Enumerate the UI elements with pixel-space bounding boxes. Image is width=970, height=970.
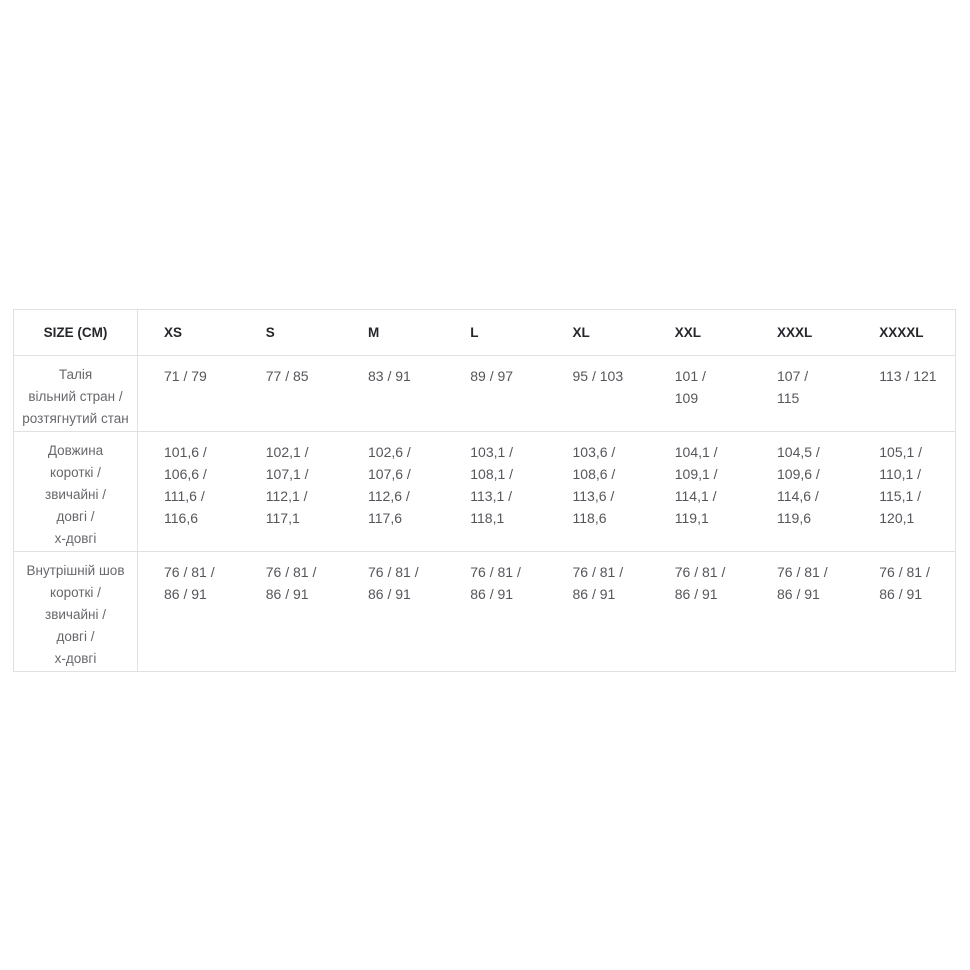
value-line: 113,1 / bbox=[470, 488, 513, 504]
column-header-m: M bbox=[368, 325, 380, 340]
row-label-line: короткі / bbox=[50, 465, 101, 480]
value-line: 77 / 85 bbox=[265, 368, 309, 384]
value-line: 104,1 / bbox=[674, 444, 718, 460]
value-line: 107,1 / bbox=[265, 466, 309, 482]
value-line: 109 bbox=[674, 390, 699, 406]
value-line: 76 / 81 / bbox=[265, 564, 317, 580]
row-label bbox=[14, 552, 138, 672]
value-line: 86 / 91 bbox=[777, 586, 820, 602]
value-line: 118,1 bbox=[470, 510, 505, 526]
table-body bbox=[14, 356, 956, 672]
value-line: 113,6 / bbox=[572, 488, 615, 504]
value-line: 110,1 / bbox=[879, 466, 922, 482]
column-header-xs: XS bbox=[164, 325, 183, 340]
value-line: 86 / 91 bbox=[265, 586, 309, 602]
value-line: 115,1 / bbox=[879, 488, 922, 504]
column-header-xxxl: XXXL bbox=[777, 325, 813, 340]
header-row bbox=[14, 310, 956, 356]
value-line: 111,6 / bbox=[164, 488, 205, 504]
value-line: 76 / 81 / bbox=[470, 564, 521, 580]
table-row bbox=[14, 356, 956, 432]
row-label-line: Внутрішній шов bbox=[26, 563, 125, 578]
row-label-line: звичайні / bbox=[45, 487, 106, 502]
value-cell-xl bbox=[547, 432, 649, 552]
value-line: 76 / 81 / bbox=[368, 564, 419, 580]
value-cell-s bbox=[240, 552, 342, 672]
value-line: 86 / 91 bbox=[879, 586, 923, 602]
value-line: 106,6 / bbox=[164, 466, 207, 482]
value-line: 76 / 81 / bbox=[164, 564, 215, 580]
value-line: 109,6 / bbox=[777, 466, 820, 482]
column-header-xl: XL bbox=[572, 325, 590, 340]
value-line: 107,6 / bbox=[368, 466, 411, 482]
value-line: 119,6 bbox=[777, 510, 811, 526]
size-chart-table bbox=[13, 309, 956, 672]
row-label-line: звичайні / bbox=[45, 607, 106, 622]
value-cell-xl bbox=[547, 356, 649, 432]
value-line: 120,1 bbox=[879, 510, 915, 526]
value-line: 101,6 / bbox=[164, 444, 207, 460]
value-cell-xl bbox=[547, 552, 649, 672]
row-label bbox=[14, 356, 138, 432]
value-cell-l bbox=[444, 356, 546, 432]
size-cm-column-header: SIZE (CM) bbox=[14, 310, 138, 356]
value-line: 101 / bbox=[674, 368, 706, 384]
value-line: 105,1 / bbox=[879, 444, 923, 460]
value-line: 113 / 121 bbox=[879, 368, 937, 384]
value-line: 86 / 91 bbox=[470, 586, 514, 602]
row-label-line: короткі / bbox=[50, 585, 101, 600]
value-cell-xxl bbox=[649, 432, 751, 552]
value-line: 116,6 bbox=[164, 510, 198, 526]
value-line: 86 / 91 bbox=[164, 586, 207, 602]
value-line: 119,1 bbox=[674, 510, 709, 526]
row-label-line: вільний стран / bbox=[28, 389, 123, 404]
value-cell-m bbox=[342, 432, 444, 552]
value-cell-xxl bbox=[649, 356, 751, 432]
value-line: 115 bbox=[777, 390, 800, 406]
value-cell-s bbox=[240, 356, 342, 432]
value-line: 104,5 / bbox=[777, 444, 820, 460]
table-row bbox=[14, 432, 956, 552]
column-header-l: L bbox=[470, 325, 479, 340]
value-cell-m bbox=[342, 552, 444, 672]
value-line: 86 / 91 bbox=[572, 586, 616, 602]
value-line: 83 / 91 bbox=[368, 368, 411, 384]
table-row bbox=[14, 552, 956, 672]
row-label bbox=[14, 432, 138, 552]
row-label-line: Довжина bbox=[47, 443, 104, 458]
value-line: 118,6 bbox=[572, 510, 607, 526]
value-line: 114,6 / bbox=[777, 488, 819, 504]
value-line: 86 / 91 bbox=[674, 586, 718, 602]
value-cell-xxxxl bbox=[853, 356, 955, 432]
value-cell-xs bbox=[138, 432, 240, 552]
value-line: 95 / 103 bbox=[572, 368, 624, 384]
value-line: 86 / 91 bbox=[368, 586, 411, 602]
value-cell-xxl bbox=[649, 552, 751, 672]
value-line: 76 / 81 / bbox=[879, 564, 930, 580]
value-line: 117,1 bbox=[265, 510, 300, 526]
value-cell-xs bbox=[138, 552, 240, 672]
row-label-line: Талія bbox=[58, 367, 93, 382]
column-header-xxxxl: XXXXL bbox=[879, 325, 924, 340]
value-cell-xxxxl bbox=[853, 552, 955, 672]
value-line: 109,1 / bbox=[674, 466, 718, 482]
value-line: 112,6 / bbox=[368, 488, 410, 504]
value-cell-l bbox=[444, 432, 546, 552]
value-cell-xs bbox=[138, 356, 240, 432]
value-line: 76 / 81 / bbox=[777, 564, 828, 580]
column-header-s: S bbox=[265, 325, 275, 340]
value-cell-xxxxl bbox=[853, 432, 955, 552]
value-line: 108,1 / bbox=[470, 466, 514, 482]
value-line: 71 / 79 bbox=[164, 368, 207, 384]
value-line: 89 / 97 bbox=[470, 368, 514, 384]
value-line: 108,6 / bbox=[572, 466, 616, 482]
value-line: 102,1 / bbox=[265, 444, 309, 460]
value-cell-xxxl bbox=[751, 356, 853, 432]
value-line: 76 / 81 / bbox=[572, 564, 624, 580]
value-line: 103,1 / bbox=[470, 444, 514, 460]
row-label-line: розтягнутий стан bbox=[22, 411, 129, 426]
row-label-line: довгі / bbox=[56, 629, 95, 644]
row-label-line: х-довгі bbox=[54, 651, 97, 666]
value-line: 103,6 / bbox=[572, 444, 616, 460]
value-cell-s bbox=[240, 432, 342, 552]
column-header-xxl: XXL bbox=[674, 325, 702, 340]
value-line: 107 / bbox=[777, 368, 809, 384]
row-label-line: довгі / bbox=[56, 509, 95, 524]
value-line: 76 / 81 / bbox=[674, 564, 726, 580]
value-line: 112,1 / bbox=[265, 488, 308, 504]
value-line: 117,6 bbox=[368, 510, 402, 526]
value-cell-xxxl bbox=[751, 432, 853, 552]
value-cell-l bbox=[444, 552, 546, 672]
value-cell-m bbox=[342, 356, 444, 432]
value-line: 102,6 / bbox=[368, 444, 411, 460]
row-label-line: х-довгі bbox=[54, 531, 97, 546]
value-cell-xxxl bbox=[751, 552, 853, 672]
value-line: 114,1 / bbox=[674, 488, 717, 504]
